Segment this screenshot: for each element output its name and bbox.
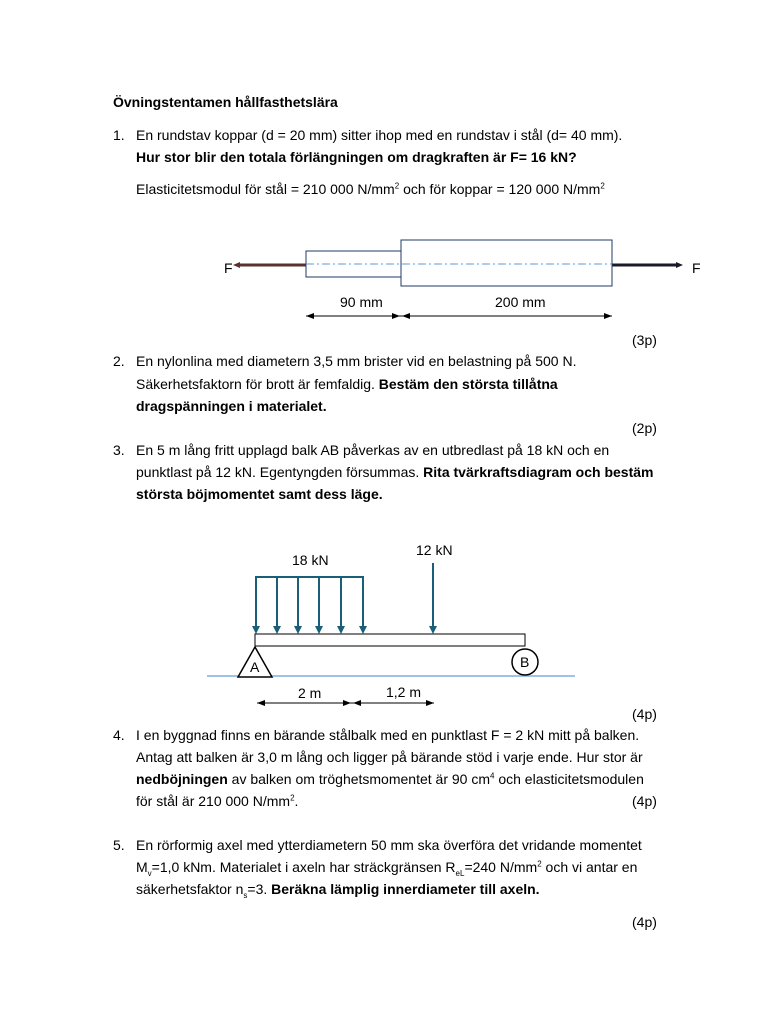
q2-number: 2. — [113, 353, 125, 369]
q1-line-3: Elasticitetsmodul för stål = 210 000 $N/mm^2$ och för koppar = 120 000 $N/mm^2$ — [136, 181, 605, 197]
q4-points: (4p) — [632, 793, 657, 809]
beam — [255, 634, 525, 646]
q1-force-left-label: F — [224, 260, 233, 276]
q5-points: (4p) — [632, 914, 657, 930]
support-b-label: B — [520, 654, 530, 670]
q1-number: 1. — [113, 127, 125, 143]
beam-figure — [207, 542, 575, 706]
q2-line-2: Säkerhetsfaktorn för brott är femfaldig. Bestäm den största tillåtna — [136, 376, 558, 392]
dist-load-arrows — [252, 577, 367, 634]
q3-line-2: punktlast på 12 kN. Egentyngden försummas. Rita tvärkraftsdiagram och bestäm — [136, 464, 654, 480]
q2-points: (2p) — [632, 420, 657, 436]
q5-line-2: $M_v=1,0$ kNm. Materialet i axeln har sträckgränsen $R_{eL}=240$ $N/mm^2$ och vi antar en — [136, 859, 638, 878]
q1-line-2: Hur stor blir den totala förlängningen om dragkraften är F= 16 kN? — [136, 149, 577, 165]
q4-line-4: för stål är 210 000 $N/mm^2$. — [136, 793, 299, 809]
q3-line-1: En 5 m lång fritt upplagd balk AB påverkas av en utbredlast på 18 kN och en — [136, 442, 610, 458]
steel-rod — [401, 240, 612, 286]
q3-dim-1-2m: 1,2 m — [386, 684, 422, 700]
q5-line-3: säkerhetsfaktor $n_s=3$. Beräkna lämplig innerdiameter till axeln. — [136, 881, 540, 900]
q3-points: (4p) — [632, 706, 657, 722]
q3-dim-2m: 2 m — [298, 685, 322, 701]
q2-line-3: dragspänningen i materialet. — [136, 398, 327, 414]
q1-dim-90: 90 mm — [340, 294, 383, 310]
right-force-arrow — [676, 262, 683, 268]
point-load-arrow — [429, 626, 437, 634]
q2-line-1: En nylonlina med diametern 3,5 mm brister vid en belastning på 500 N. — [136, 353, 577, 369]
q3-number: 3. — [113, 442, 125, 458]
rod-figure — [224, 240, 701, 319]
left-force-arrow — [233, 262, 240, 268]
q3-line-3: största böjmomentet samt dess läge. — [136, 486, 383, 502]
q1-line-1: En rundstav koppar (d = 20 mm) sitter ihop med en rundstav i stål (d= 40 mm). — [136, 127, 623, 143]
support-a-label: A — [250, 659, 260, 675]
q4-line-3: nedböjningen av balken om tröghetsmomentet är 90 $cm^4$ och elasticitetsmodulen — [136, 771, 644, 787]
q3-dist-load-label: 18 kN — [292, 552, 329, 568]
q1-force-right-label: F — [692, 260, 701, 276]
q1-points: (3p) — [632, 332, 657, 348]
document-title: Övningstentamen hållfasthetslära — [113, 94, 338, 110]
q5-number: 5. — [113, 837, 125, 853]
q4-line-1: I en byggnad finns en bärande stålbalk med en punktlast F = 2 kN mitt på balken. — [136, 727, 640, 743]
q4-line-2: Antag att balken är 3,0 m lång och ligger på bärande stöd i varje ende. Hur stor är — [136, 749, 643, 765]
q3-point-load-label: 12 kN — [416, 542, 453, 558]
q1-dim-200: 200 mm — [495, 294, 546, 310]
q5-line-1: En rörformig axel med ytterdiametern 50 mm ska överföra det vridande momentet — [136, 837, 642, 853]
q4-number: 4. — [113, 727, 125, 743]
